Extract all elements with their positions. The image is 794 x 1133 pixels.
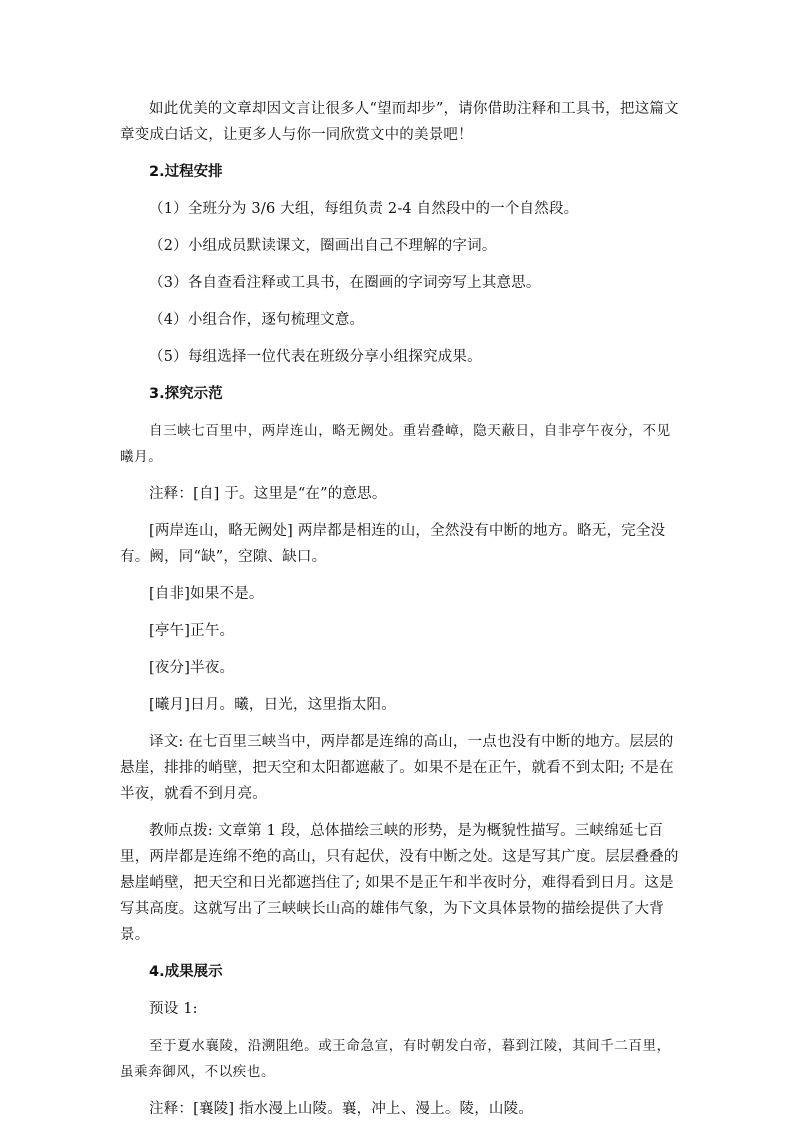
step-1: （1）全班分为 3/6 大组，每组负责 2-4 自然段中的一个自然段。 [149, 201, 579, 217]
document-page [120, 96, 680, 1133]
step-3: （3）各自查看注释或工具书，在圈画的字词旁写上其意思。 [149, 275, 541, 291]
annotation-6: [曦月]日月。曦，日光，这里指太阳。 [149, 697, 396, 713]
intro-paragraph: 如此优美的文章却因文言让很多人“望而却步”，请你借助注释和工具书，把这篇文章变成白话文，让更多人与你一同欣赏文中的美景吧！ [120, 101, 679, 143]
classical-text-2: 至于夏水襄陵，沿溯阻绝。或王命急宣，有时朝发白帝，暮到江陵，其间千二百里，虽乘奔御风，不以疾也。 [120, 1038, 671, 1080]
translation-1: 译文: 在七百里三峡当中，两岸都是连绵的高山，一点也没有中断的地方。层层的悬崖，排排的峭壁，把天空和太阳都遮蔽了。如果不是在正午，就看不到太阳; 不是在半夜，就看不到月亮。 [120, 734, 674, 802]
preset-label: 预设 1: [149, 1001, 198, 1017]
annotation-5: [夜分]半夜。 [149, 660, 235, 676]
annotation-3: [自非]如果不是。 [149, 586, 264, 602]
annotation-7: 注释：[襄陵] 指水漫上山陵。襄，冲上、漫上。陵，山陵。 [149, 1101, 534, 1117]
section-heading-results: 4.成果展示 [149, 964, 223, 980]
step-4: （4）小组合作，逐句梳理文意。 [149, 312, 365, 328]
classical-text-1: 自三峡七百里中，两岸连山，略无阙处。重岩叠嶂，隐天蔽日，自非亭午夜分，不见曦月。 [120, 423, 671, 465]
annotation-1: 注释：[自] 于。这里是“在”的意思。 [149, 486, 387, 502]
step-2: （2）小组成员默读课文，圈画出自己不理解的字词。 [149, 238, 497, 254]
section-heading-process: 2.过程安排 [149, 164, 223, 180]
step-5: （5）每组选择一位代表在班级分享小组探究成果。 [149, 349, 482, 365]
teacher-guidance: 教师点拨: 文章第 1 段，总体描绘三峡的形势，是为概貌性描写。三峡绵延七百里，两岸都是连绵不绝的高山，只有起伏，没有中断之处。这是写其广度。层层叠叠的悬崖峭壁，把天空和日光都遮挡住了; 如果不是正午和半夜时分，难得看到日月。这是写其高度。这就写出了三峡峡长山高的雄伟气象，为下文具体景物的描绘提供了大背景。 [120, 823, 679, 943]
annotation-4: [亭午]正午。 [149, 623, 235, 639]
section-heading-demo: 3.探究示范 [149, 386, 223, 402]
annotation-2: [两岸连山，略无阙处] 两岸都是相连的山，全然没有中断的地方。略无，完全没有。阙，同“缺”，空隙、缺口。 [120, 523, 666, 565]
